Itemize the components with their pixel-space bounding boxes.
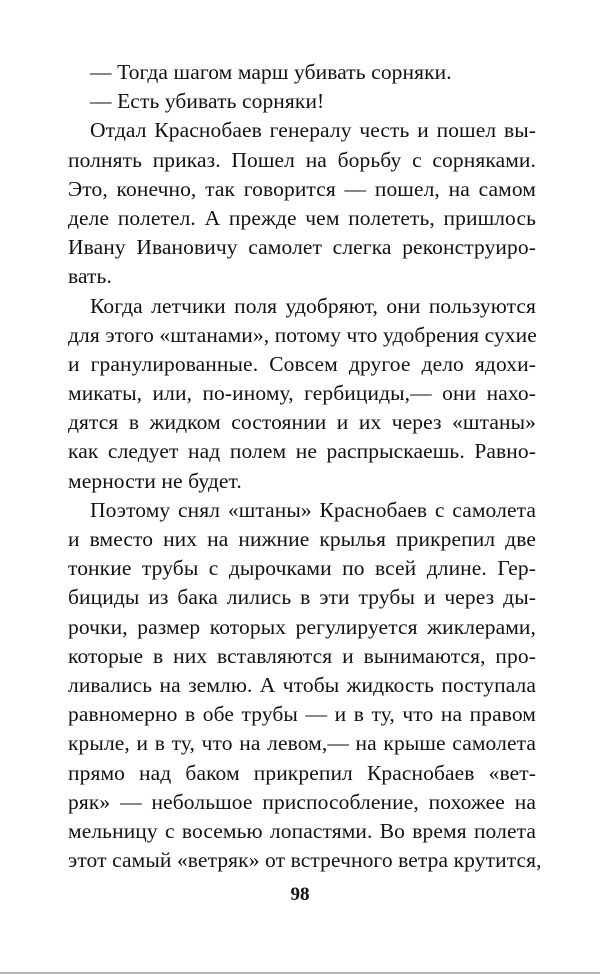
book-page-text — [68, 58, 542, 875]
text-line: равномерно в обе трубы — и в ту, что на правом — [68, 702, 536, 727]
text-line: бициды из бака лились в эти трубы и через ды- — [68, 585, 536, 610]
text-line: дятся в жидком состоянии и их через «штаны» — [68, 410, 536, 435]
page-number: 98 — [290, 884, 310, 905]
text-line: крыле, и в ту, что на левом,— на крыше самолета — [68, 731, 536, 756]
text-line: Поэтому снял «штаны» Краснобаев с самолета — [90, 497, 536, 522]
text-line: Отдал Краснобаев генералу честь и пошел вы- — [90, 118, 536, 143]
text-line: микаты, или, по-иному, гербициды,— они нахо- — [68, 381, 536, 406]
text-line: прямо над баком прикрепил Краснобаев «вет- — [68, 760, 536, 785]
text-line: ряк» — небольшое приспособление, похожее на — [68, 789, 536, 814]
text-line: этот самый «ветряк» от встречного ветра крутится, — [68, 848, 542, 873]
text-line: вать. — [68, 264, 112, 289]
text-line: и гранулированные. Совсем другое дело ядохи- — [68, 351, 536, 376]
text-line: Когда летчики поля удобряют, они пользуются — [90, 293, 536, 318]
text-line: — Тогда шагом марш убивать сорняки. — [90, 60, 452, 84]
text-line: — Есть убивать сорняки! — [90, 89, 325, 114]
text-line: ливались на землю. А чтобы жидкость поступала — [68, 672, 536, 697]
text-line: деле полетел. А прежде чем полететь, пришлось — [68, 205, 536, 230]
text-line: Это, конечно, так говорится — пошел, на самом — [68, 176, 536, 201]
text-line: Ивану Ивановичу самолет слегка реконструиро- — [68, 235, 536, 260]
text-line: полнять приказ. Пошел на борьбу с сорняками. — [68, 147, 536, 172]
text-line: рочки, размер которых регулируется жиклерами, — [68, 614, 536, 639]
text-line: как следует над полем не распрыскаешь. Равно- — [68, 439, 536, 464]
text-line: для этого «штанами», потому что удобрения сухие — [68, 322, 537, 347]
text-line: и вместо них на нижние крылья прикрепил две — [68, 527, 536, 551]
text-line: мельницу с восемью лопастями. Во время полета — [68, 818, 536, 843]
text-line: которые в них вставляются и вынимаются, про- — [68, 643, 536, 668]
text-line: тонкие трубы с дырочками по всей длине. Гер- — [68, 556, 536, 581]
text-line: мерности не будет. — [68, 468, 242, 493]
